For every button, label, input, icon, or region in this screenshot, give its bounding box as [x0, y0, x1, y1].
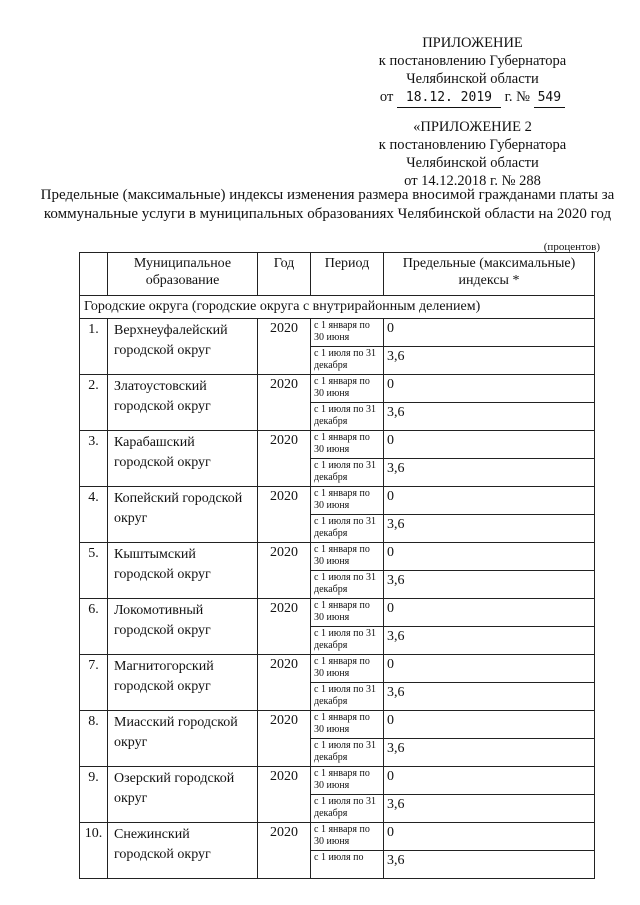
index-first-half: 0 — [384, 823, 595, 851]
appendix-ref-line: к постановлению Губернатора — [378, 53, 567, 69]
document-title: Предельные (максимальные) индексы изменения размера вносимой гражданами платы за коммунальные услуги в муниципальных образованиях Челябинской области на 2020 год — [40, 187, 615, 222]
row-number: 2. — [80, 375, 108, 431]
date-prefix: от — [379, 89, 394, 105]
municipality-name: Снежинский городской округ — [108, 823, 258, 879]
row-number: 3. — [80, 431, 108, 487]
year-cell: 2020 — [258, 487, 311, 543]
index-second-half: 3,6 — [384, 851, 595, 879]
table-row — [80, 655, 595, 683]
period-first-half: с 1 января по 30 июня — [311, 823, 384, 851]
row-number: 6. — [80, 599, 108, 655]
index-first-half: 0 — [384, 375, 595, 403]
year-cell: 2020 — [258, 543, 311, 599]
year-cell: 2020 — [258, 655, 311, 711]
index-second-half: 3,6 — [384, 347, 595, 375]
col-index: Предельные (максимальные) индексы * — [384, 253, 595, 296]
index-second-half: 3,6 — [384, 683, 595, 711]
row-number: 4. — [80, 487, 108, 543]
index-second-half: 3,6 — [384, 571, 595, 599]
table-row — [80, 823, 595, 851]
municipality-name: Локомотивный городской округ — [108, 599, 258, 655]
index-second-half: 3,6 — [384, 795, 595, 823]
table-row — [80, 319, 595, 347]
period-second-half: с 1 июля по 31 декабря — [311, 627, 384, 655]
period-second-half: с 1 июля по 31 декабря — [311, 571, 384, 599]
appendix2-ref-line: к постановлению Губернатора — [378, 137, 567, 153]
index-first-half: 0 — [384, 599, 595, 627]
year-cell: 2020 — [258, 823, 311, 879]
year-cell: 2020 — [258, 711, 311, 767]
period-first-half: с 1 января по 30 июня — [311, 375, 384, 403]
appendix-header — [300, 34, 640, 108]
municipality-name: Магнитогорский городской округ — [108, 655, 258, 711]
index-second-half: 3,6 — [384, 459, 595, 487]
period-second-half: с 1 июля по 31 декабря — [311, 347, 384, 375]
appendix-region-line: Челябинской области — [406, 71, 539, 87]
number-value: 549 — [534, 89, 565, 108]
col-municipality: Муниципальное образование — [108, 253, 258, 296]
table-row — [80, 375, 595, 403]
municipality-name: Карабашский городской округ — [108, 431, 258, 487]
period-first-half: с 1 января по 30 июня — [311, 319, 384, 347]
index-first-half: 0 — [384, 431, 595, 459]
col-num — [80, 253, 108, 296]
appendix-date-line — [300, 88, 640, 108]
period-first-half: с 1 января по 30 июня — [311, 543, 384, 571]
appendix2-header — [330, 118, 615, 190]
index-second-half: 3,6 — [384, 515, 595, 543]
period-first-half: с 1 января по 30 июня — [311, 711, 384, 739]
col-period: Период — [311, 253, 384, 296]
table-row — [80, 431, 595, 459]
period-first-half: с 1 января по 30 июня — [311, 487, 384, 515]
appendix2-title: «ПРИЛОЖЕНИЕ 2 — [413, 119, 532, 135]
index-first-half: 0 — [384, 319, 595, 347]
index-first-half: 0 — [384, 543, 595, 571]
index-second-half: 3,6 — [384, 627, 595, 655]
year-cell: 2020 — [258, 599, 311, 655]
index-second-half: 3,6 — [384, 403, 595, 431]
row-number: 1. — [80, 319, 108, 375]
date-mid: г. № — [504, 89, 530, 105]
index-first-half: 0 — [384, 767, 595, 795]
period-second-half: с 1 июля по 31 декабря — [311, 403, 384, 431]
period-second-half: с 1 июля по — [311, 851, 384, 879]
table-row — [80, 767, 595, 795]
municipality-name: Златоустовский городской округ — [108, 375, 258, 431]
date-value: 18.12. 2019 — [397, 89, 501, 108]
index-first-half: 0 — [384, 655, 595, 683]
row-number: 7. — [80, 655, 108, 711]
period-first-half: с 1 января по 30 июня — [311, 655, 384, 683]
index-first-half: 0 — [384, 487, 595, 515]
municipality-name: Верхнеуфалейский городской округ — [108, 319, 258, 375]
index-second-half: 3,6 — [384, 739, 595, 767]
indices-table — [79, 252, 595, 879]
period-first-half: с 1 января по 30 июня — [311, 431, 384, 459]
table-row — [80, 543, 595, 571]
appendix2-region-line: Челябинской области — [406, 155, 539, 171]
units-note: (процентов) — [543, 241, 600, 253]
municipality-name: Озерский городской округ — [108, 767, 258, 823]
row-number: 8. — [80, 711, 108, 767]
group-row — [80, 296, 595, 319]
appendix2-date-line: от 14.12.2018 г. № 288 — [404, 173, 541, 189]
period-first-half: с 1 января по 30 июня — [311, 767, 384, 795]
group-title: Городские округа (городские округа с внутрирайонным делением) — [80, 296, 595, 319]
period-second-half: с 1 июля по 31 декабря — [311, 459, 384, 487]
period-second-half: с 1 июля по 31 декабря — [311, 683, 384, 711]
year-cell: 2020 — [258, 375, 311, 431]
year-cell: 2020 — [258, 319, 311, 375]
row-number: 9. — [80, 767, 108, 823]
table-row — [80, 599, 595, 627]
year-cell: 2020 — [258, 431, 311, 487]
period-second-half: с 1 июля по 31 декабря — [311, 739, 384, 767]
period-first-half: с 1 января по 30 июня — [311, 599, 384, 627]
municipality-name: Миасский городской округ — [108, 711, 258, 767]
table-row — [80, 487, 595, 515]
col-year: Год — [258, 253, 311, 296]
municipality-name: Копейский городской округ — [108, 487, 258, 543]
period-second-half: с 1 июля по 31 декабря — [311, 795, 384, 823]
period-second-half: с 1 июля по 31 декабря — [311, 515, 384, 543]
index-first-half: 0 — [384, 711, 595, 739]
municipality-name: Кыштымский городской округ — [108, 543, 258, 599]
year-cell: 2020 — [258, 767, 311, 823]
table-header-row — [80, 253, 595, 296]
table-row — [80, 711, 595, 739]
row-number: 10. — [80, 823, 108, 879]
row-number: 5. — [80, 543, 108, 599]
appendix-title: ПРИЛОЖЕНИЕ — [422, 35, 523, 51]
